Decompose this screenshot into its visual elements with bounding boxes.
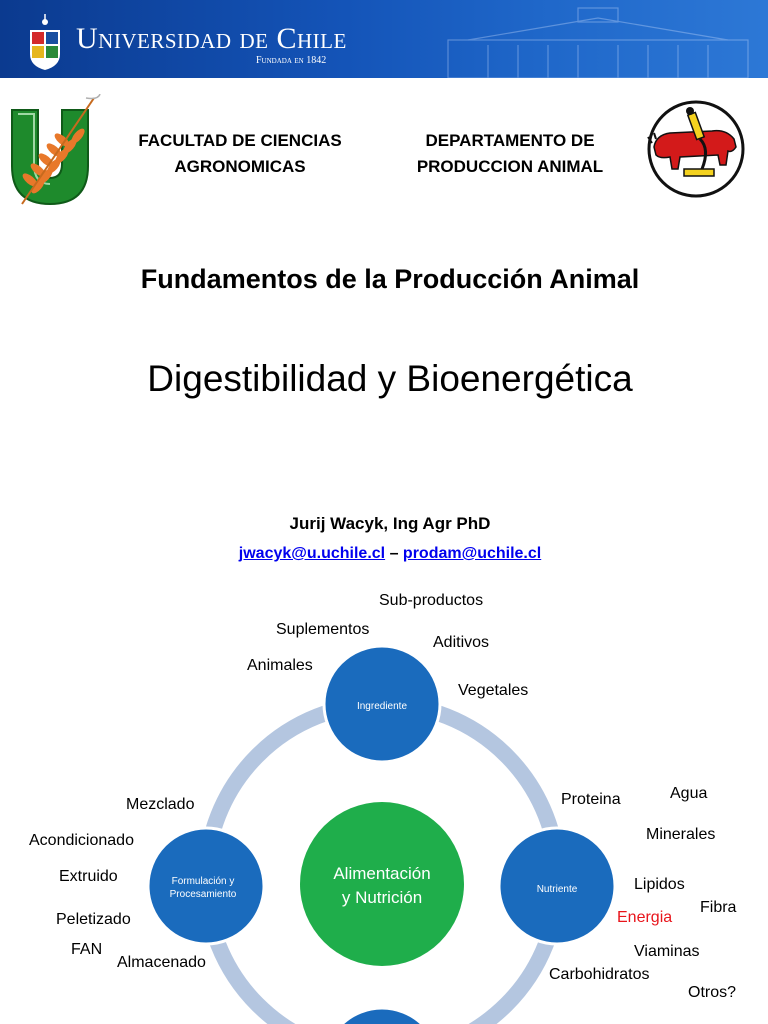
university-name: Universidad de Chile bbox=[76, 22, 347, 55]
formulacion-item: Mezclado bbox=[126, 796, 195, 813]
header-banner bbox=[0, 0, 768, 78]
nutriente-label: Nutriente bbox=[536, 884, 578, 895]
email-separator: – bbox=[389, 545, 399, 562]
nutriente-item: Otros? bbox=[688, 984, 737, 1001]
formulacion-item: Extruido bbox=[59, 868, 118, 885]
center-label-line2: y Nutrición bbox=[341, 888, 423, 907]
founded-text: Fundada en 1842 bbox=[256, 55, 327, 66]
ingrediente-item: Suplementos bbox=[276, 621, 370, 638]
formulacion-item: Almacenado bbox=[117, 954, 206, 971]
nutriente-item: Proteina bbox=[561, 791, 621, 808]
nutriente-item: Viaminas bbox=[634, 943, 700, 960]
course-title: Fundamentos de la Producción Animal bbox=[140, 264, 640, 294]
nutriente-item: Fibra bbox=[700, 899, 737, 916]
bottom-node bbox=[324, 1008, 440, 1024]
lecture-title: Digestibilidad y Bioenergética bbox=[147, 358, 633, 399]
email-link-wacyk[interactable]: jwacyk@u.uchile.cl bbox=[238, 545, 386, 562]
faculty-line2: AGRONOMICAS bbox=[174, 157, 306, 176]
author-name: Jurij Wacyk, Ing Agr PhD bbox=[289, 514, 491, 533]
nutriente-item-highlight: Energia bbox=[617, 909, 673, 926]
department-logo-icon bbox=[646, 99, 746, 199]
formulacion-label-line2: Procesamiento bbox=[169, 889, 237, 900]
nutriente-item: Lipidos bbox=[634, 876, 685, 893]
ingrediente-item: Vegetales bbox=[458, 682, 529, 699]
university-shield-icon bbox=[27, 12, 63, 72]
ingrediente-label: Ingrediente bbox=[356, 701, 408, 712]
department-line2: PRODUCCION ANIMAL bbox=[416, 157, 604, 176]
faculty-logo-icon bbox=[8, 94, 102, 210]
ingrediente-item: Animales bbox=[247, 657, 313, 674]
nutrition-cycle-diagram bbox=[0, 580, 768, 1024]
faculty-name bbox=[110, 128, 370, 180]
faculty-line1: FACULTAD DE CIENCIAS bbox=[138, 131, 342, 150]
ingrediente-item: Aditivos bbox=[433, 634, 490, 651]
formulacion-item: Acondicionado bbox=[29, 832, 134, 849]
nutriente-item: Minerales bbox=[646, 826, 716, 843]
nutriente-item: Carbohidratos bbox=[549, 966, 650, 983]
ingrediente-item: Sub-productos bbox=[379, 592, 484, 609]
formulacion-label-line1: Formulación y bbox=[171, 876, 235, 887]
formulacion-item: FAN bbox=[71, 941, 103, 958]
contact-emails bbox=[0, 545, 768, 563]
formulacion-item: Peletizado bbox=[56, 911, 131, 928]
nutriente-item: Agua bbox=[670, 785, 708, 802]
building-illustration bbox=[428, 0, 768, 78]
email-link-prodam[interactable]: prodam@uchile.cl bbox=[402, 545, 542, 562]
department-name bbox=[380, 128, 640, 180]
center-node bbox=[300, 802, 464, 966]
center-label-line1: Alimentación bbox=[333, 864, 431, 883]
department-line1: DEPARTAMENTO DE bbox=[425, 131, 595, 150]
